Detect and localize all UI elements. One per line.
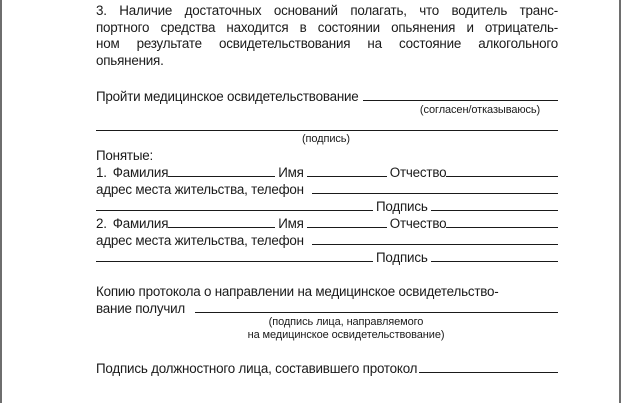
- witness-2-address-field[interactable]: [312, 244, 558, 245]
- witness-2-address-label: адрес места жительства, телефон: [96, 233, 304, 248]
- witness-2-signature-row: [96, 248, 558, 265]
- witness-2-address-field-continued[interactable]: [96, 261, 373, 262]
- medical-exam-signature-row: [96, 117, 558, 134]
- witness-2-name-field[interactable]: [307, 227, 387, 228]
- witness-2-number: 2.: [96, 216, 107, 231]
- copy-received-caption-1: (подпись лица, направляемого: [268, 316, 424, 328]
- witness-2-name-row: [96, 214, 558, 231]
- witness-2-patronymic-field[interactable]: [446, 227, 558, 228]
- copy-received-text: Копию протокола о направлении на медицинское освидетельство-: [96, 284, 499, 299]
- witness-1-patronymic-label: Отчество: [389, 165, 447, 180]
- official-signature-field[interactable]: [419, 372, 558, 373]
- witnesses-heading-row: [96, 146, 558, 163]
- medical-exam-row: [96, 87, 558, 104]
- witness-1-name-field[interactable]: [307, 176, 387, 177]
- witness-1-patronymic-field[interactable]: [446, 176, 558, 177]
- item-3-line-3: ном результате освидетельствования на состояние алкогольного: [96, 36, 558, 52]
- copy-received-row-1: [96, 282, 558, 299]
- witness-2-address-row: [96, 231, 558, 248]
- witness-1-signature-row: [96, 197, 558, 214]
- witness-1-surname-field[interactable]: [168, 176, 275, 177]
- item-3-line-2: портного средства находится в состоянии опьянения и отрицатель-: [96, 19, 558, 35]
- witness-1-signature-field[interactable]: [431, 210, 558, 211]
- witness-1-signature-label: Подпись: [376, 199, 428, 214]
- witness-2-surname-field[interactable]: [168, 227, 275, 228]
- witness-1-address-row: [96, 180, 558, 197]
- copy-received-signature-field[interactable]: [195, 312, 558, 313]
- copy-received-row-2: [96, 299, 558, 316]
- medical-exam-caption: (согласен/отказываюсь): [419, 104, 541, 116]
- witness-1-number: 1.: [96, 165, 107, 180]
- witness-1-address-field[interactable]: [312, 193, 558, 194]
- item-3-line-4: опьянения.: [96, 52, 164, 68]
- witness-1-address-field-continued[interactable]: [96, 210, 373, 211]
- official-signature-label: Подпись должностного лица, составившего протокол: [96, 361, 418, 376]
- witness-2-surname-label: Фамилия: [112, 216, 169, 231]
- witnesses-heading: Понятые:: [96, 148, 154, 163]
- witness-1-name-row: [96, 163, 558, 180]
- item-3-line-1: 3. Наличие достаточных оснований полагать, что водитель транс-: [96, 3, 558, 18]
- witness-1-name-label: Имя: [278, 165, 304, 180]
- witness-1-surname-label: Фамилия: [112, 165, 169, 180]
- witness-2-name-label: Имя: [278, 216, 304, 231]
- medical-exam-consent-field[interactable]: [363, 100, 558, 101]
- medical-exam-signature-field[interactable]: [96, 130, 558, 131]
- witness-1-address-label: адрес места жительства, телефон: [96, 182, 304, 197]
- witness-2-signature-label: Подпись: [376, 250, 428, 265]
- witness-2-patronymic-label: Отчество: [389, 216, 447, 231]
- medical-exam-signature-caption: (подпись): [301, 133, 350, 145]
- copy-received-caption-2: на медицинское освидетельствование): [247, 329, 445, 341]
- official-signature-row: [96, 359, 558, 376]
- medical-exam-label: Пройти медицинское освидетельствование: [96, 89, 359, 104]
- witness-2-signature-field[interactable]: [431, 261, 558, 262]
- item-3-paragraph: [96, 3, 558, 69]
- copy-received-label: вание получил: [96, 301, 186, 316]
